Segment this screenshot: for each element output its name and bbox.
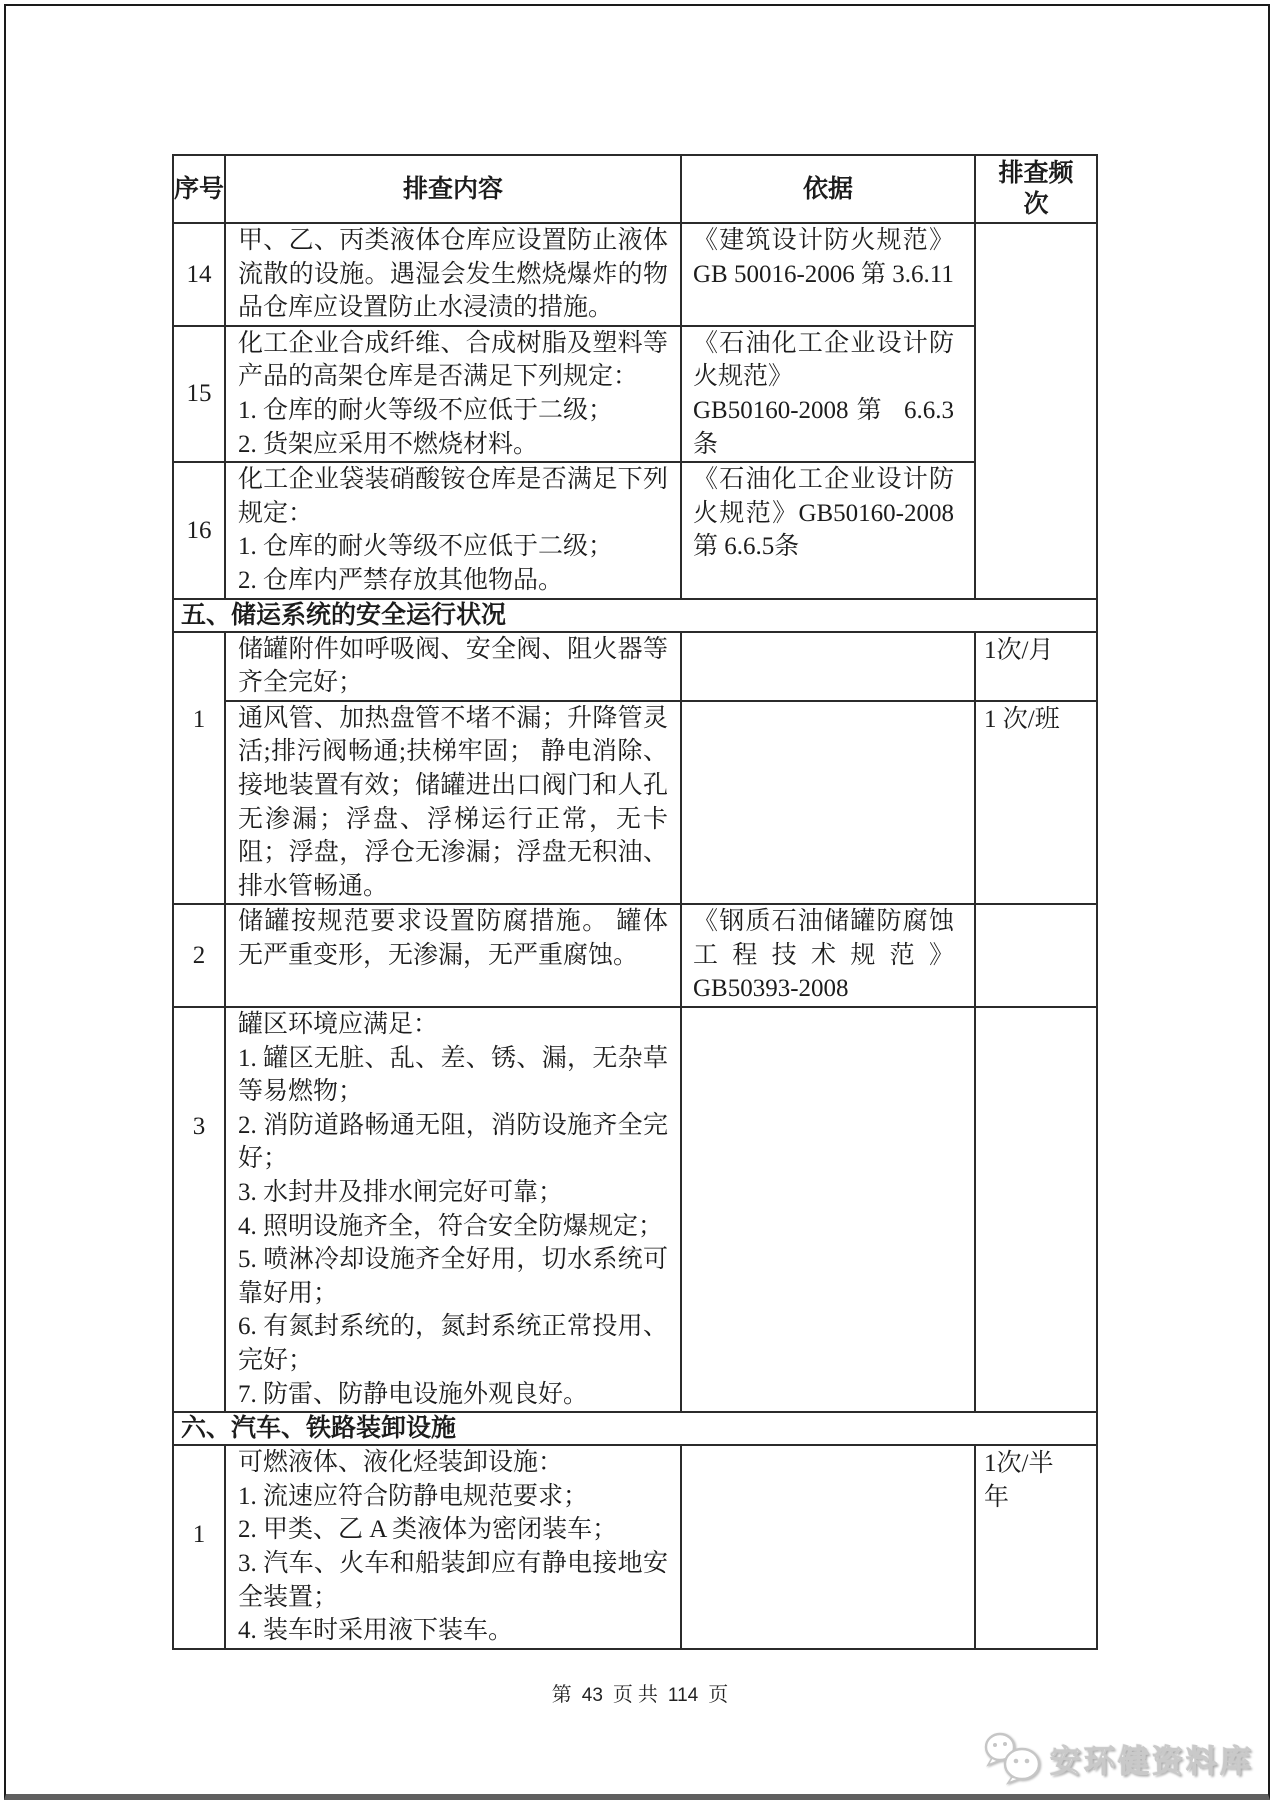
- content-paragraph: 4. 装车时采用液下装车。: [238, 1617, 514, 1645]
- content-cell: [225, 326, 681, 462]
- content-paragraph: 可燃液体、液化烃装卸设施：: [238, 1449, 564, 1477]
- table-row-15: [173, 326, 1097, 462]
- table-row-5-3: [173, 1007, 1097, 1412]
- wechat-bubbles-icon: [982, 1731, 1044, 1785]
- frequency-cell: 1 次/班: [975, 701, 1097, 905]
- basis-paragraph: 《石油化工企业设计防火规范》: [693, 329, 954, 391]
- frequency-cell: [975, 1007, 1097, 1412]
- content-cell: [225, 462, 681, 598]
- content-cell: [225, 904, 681, 1007]
- basis-paragraph: 《石油化工企业设计防火规范》GB50160-2008 第 6.6.5条: [693, 466, 954, 561]
- content-cell: [225, 1445, 681, 1649]
- content-paragraph: 1. 罐区无脏、乱、差、锈、漏，无杂草等易燃物；: [238, 1044, 668, 1106]
- basis-cell: [681, 1445, 975, 1649]
- seq-cell: 16: [173, 462, 225, 598]
- basis-cell: [681, 223, 975, 326]
- inspection-table: [172, 154, 1098, 1650]
- content-paragraph: 甲、乙、丙类液体仓库应设置防止液体流散的设施。遇湿会发生燃烧爆炸的物品仓库应设置防止水浸渍的措施。: [238, 227, 668, 322]
- total-pages: 114: [667, 1685, 699, 1706]
- seq-cell: 3: [173, 1007, 225, 1412]
- section-title-row-5: [173, 599, 1097, 632]
- seq-cell: 1: [173, 632, 225, 905]
- table-row-16: [173, 462, 1097, 598]
- content-paragraph: 2. 仓库内严禁存放其他物品。: [238, 566, 564, 594]
- footer-text: 页: [708, 1684, 729, 1706]
- content-paragraph: 储罐附件如呼吸阀、安全阀、阻火器等齐全完好；: [238, 635, 668, 697]
- content-paragraph: 3. 水封井及排水闸完好可靠；: [238, 1179, 564, 1207]
- content-paragraph: 储罐按规范要求设置防腐措施。 罐体无严重变形，无渗漏，无严重腐蚀。: [238, 908, 668, 969]
- header-row: [173, 155, 1097, 223]
- seq-cell: 1: [173, 1445, 225, 1649]
- basis-cell: [681, 701, 975, 905]
- table-row-5-1b: [173, 701, 1097, 905]
- basis-cell: [681, 904, 975, 1007]
- basis-cell: [681, 462, 975, 598]
- brand-watermark: [982, 1730, 1254, 1786]
- basis-cell: [681, 326, 975, 462]
- content-paragraph: 化工企业袋装硝酸铵仓库是否满足下列规定：: [238, 466, 668, 527]
- frequency-cell-merged: [975, 223, 1097, 599]
- content-paragraph: 5. 喷淋冷却设施齐全好用，切水系统可靠好用；: [238, 1246, 668, 1307]
- basis-cell: [681, 632, 975, 701]
- table-row-14: [173, 223, 1097, 326]
- table-row-6-1: [173, 1445, 1097, 1649]
- seq-cell: 15: [173, 326, 225, 462]
- table-row-5-1a: [173, 632, 1097, 701]
- content-paragraph: 2. 货架应采用不燃烧材料。: [238, 430, 539, 458]
- column-header-no: 序号: [173, 155, 225, 223]
- content-paragraph: 1. 流速应符合防静电规范要求；: [238, 1482, 589, 1510]
- basis-cell: [681, 1007, 975, 1412]
- section-title: 五、储运系统的安全运行状况: [173, 599, 1097, 632]
- content-paragraph: 罐区环境应满足：: [238, 1011, 439, 1039]
- basis-paragraph: 《建筑设计防火规范》GB 50016-2006 第 3.6.11: [693, 227, 954, 288]
- content-cell: [225, 632, 681, 701]
- frequency-cell: 1次/月: [975, 632, 1097, 701]
- content-paragraph: 2. 甲类、乙 A 类液体为密闭装车；: [238, 1516, 618, 1544]
- content-paragraph: 1. 仓库的耐火等级不应低于二级；: [238, 396, 614, 424]
- footer-text: 页 共: [612, 1684, 658, 1706]
- section-title-row-6: [173, 1412, 1097, 1445]
- seq-cell: 2: [173, 904, 225, 1007]
- content-paragraph: 7. 防雷、防静电设施外观良好。: [238, 1380, 589, 1408]
- content-cell: [225, 1007, 681, 1412]
- table-row-5-2: [173, 904, 1097, 1007]
- footer-text: 第: [551, 1684, 572, 1706]
- brand-name: 安环健资料库: [1050, 1743, 1254, 1779]
- page-number: 43: [581, 1685, 603, 1706]
- content-cell: [225, 701, 681, 905]
- column-header-content: 排查内容: [225, 155, 681, 223]
- content-paragraph: 6. 有氮封系统的，氮封系统正常投用、完好；: [238, 1313, 668, 1374]
- section-title: 六、汽车、铁路装卸设施: [173, 1412, 1097, 1445]
- frequency-cell: [975, 904, 1097, 1007]
- content-cell: [225, 223, 681, 326]
- column-header-frequency: 排查频次: [975, 155, 1097, 223]
- content-paragraph: 4. 照明设施齐全，符合安全防爆规定；: [238, 1212, 664, 1240]
- content-paragraph: 1. 仓库的耐火等级不应低于二级；: [238, 533, 614, 561]
- seq-cell: 14: [173, 223, 225, 326]
- frequency-cell: 1次/半年: [975, 1445, 1097, 1649]
- content-paragraph: 2. 消防道路畅通无阻，消防设施齐全完好；: [238, 1111, 668, 1173]
- content-paragraph: 通风管、加热盘管不堵不漏；升降管灵活;排污阀畅通;扶梯牢固； 静电消除、接地装置有效；储罐进出口阀门和人孔无渗漏；浮盘、浮梯运行正常，无卡阻；浮盘，浮仓无渗漏；浮盘无积油、排水管畅通。: [238, 704, 668, 900]
- column-header-basis: 依据: [681, 155, 975, 223]
- content-paragraph: 化工企业合成纤维、合成树脂及塑料等产品的高架仓库是否满足下列规定：: [238, 329, 668, 391]
- page-footer: [0, 1678, 1280, 1707]
- content-paragraph: 3. 汽车、火车和船装卸应有静电接地安全装置；: [238, 1549, 668, 1611]
- basis-paragraph: 《钢质石油储罐防腐蚀工程技术规范》GB50393-2008: [693, 908, 954, 1003]
- basis-paragraph: GB50160-2008第 6.6.3 条: [693, 396, 954, 458]
